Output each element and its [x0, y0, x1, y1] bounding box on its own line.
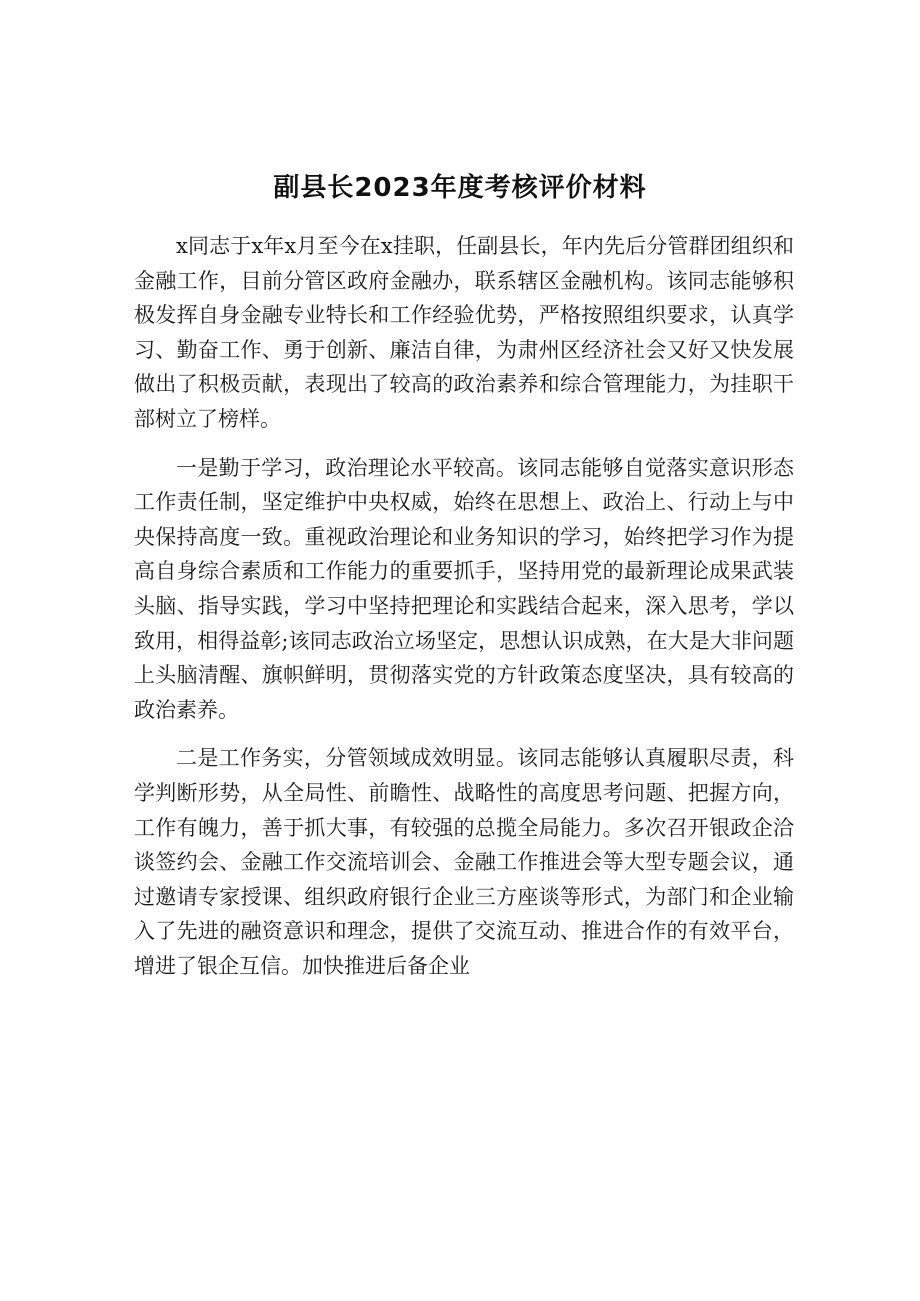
paragraph-intro: x同志于x年x月至今在x挂职，任副县长，年内先后分管群团组织和金融工作，目前分管区政府金融办，联系辖区金融机构。该同志能够积极发挥自身金融专业特长和工作经验优势，严格按照组织要求，认真学习、勤奋工作、勇于创新、廉洁自律，为肃州区经济社会又好又快发展做出了积极贡献，表现出了较高的政治素养和综合管理能力，为挂职干部树立了榜样。 — [134, 234, 794, 431]
document-title: 副县长2023年度考核评价材料 — [273, 173, 647, 203]
paragraph-study: 一是勤于学习，政治理论水平较高。该同志能够自觉落实意识形态工作责任制，坚定维护中央权威，始终在思想上、政治上、行动上与中央保持高度一致。重视政治理论和业务知识的学习，始终把学习作为提高自身综合素质和工作能力的重要抓手，坚持用党的最新理论成果武装头脑、指导实践，学习中坚持把理论和实践结合起来，深入思考，学以致用，相得益彰;该同志政治立场坚定，思想认识成熟，在大是大非问题上头脑清醒、旗帜鲜明，贯彻落实党的方针政策态度坚决，具有较高的政治素养。 — [134, 455, 794, 722]
paragraph-work: 二是工作务实，分管领域成效明显。该同志能够认真履职尽责，科学判断形势，从全局性、前瞻性、战略性的高度思考问题、把握方向，工作有魄力，善于抓大事，有较强的总揽全局能力。多次召开银政企洽谈签约会、金融工作交流培训会、金融工作推进会等大型专题会议，通过邀请专家授课、组织政府银行企业三方座谈等形式，为部门和企业输入了先进的融资意识和理念，提供了交流互动、推进合作的有效平台，增进了银企互信。加快推进后备企业 — [134, 746, 794, 978]
document-body — [134, 229, 794, 997]
